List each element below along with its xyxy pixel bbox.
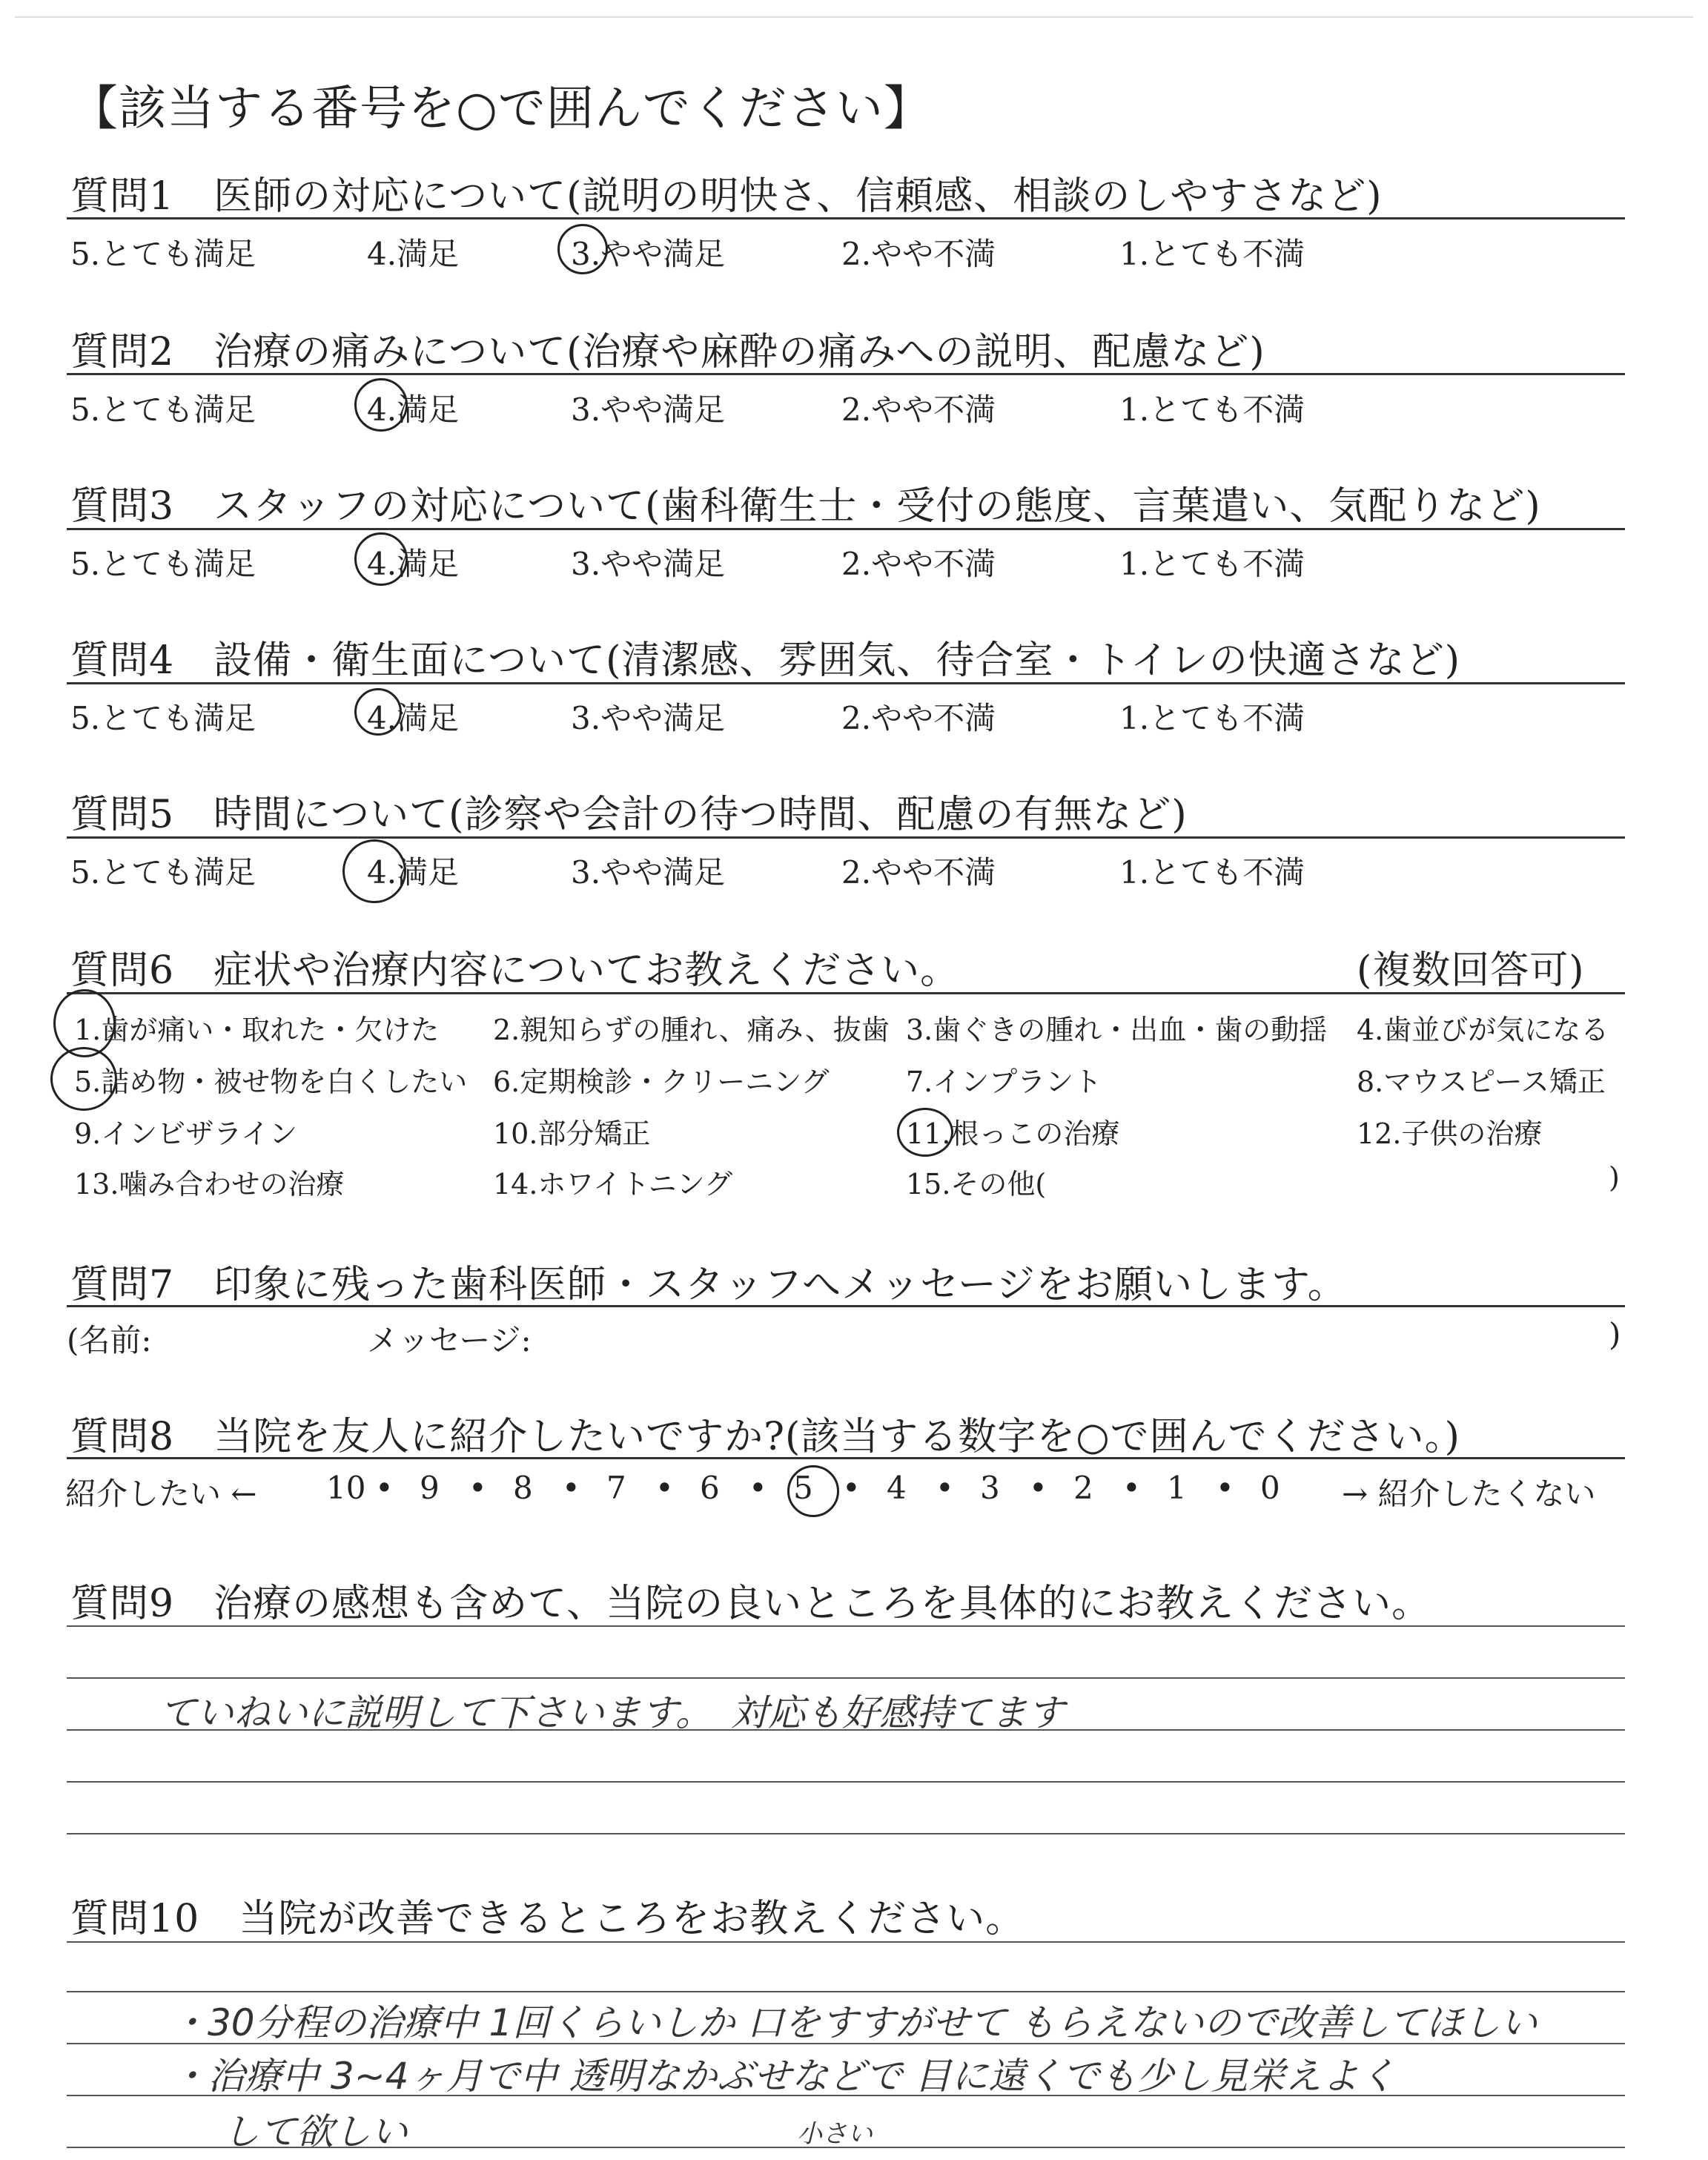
q9-line-2 — [67, 1677, 1625, 1679]
q9-line-4 — [67, 1781, 1625, 1783]
q2-heading — [70, 320, 1265, 376]
q3-opt-1[interactable]: 1.とても不満 — [1119, 546, 1305, 582]
q10-answer-line-2[interactable]: ・治療中 3~4ヶ月で中 透明なかぶせなどで 目に遠くでも少し見栄えよく — [171, 2055, 1397, 2098]
q8-scale-5[interactable]: 5 — [793, 1470, 813, 1506]
q2-opt-3[interactable]: 3.やや満足 — [571, 392, 726, 428]
q1-heading — [70, 165, 1383, 220]
q8-scale-separator: • — [1029, 1470, 1047, 1506]
q8-scale-separator: • — [375, 1470, 394, 1506]
q8-rule — [67, 1457, 1625, 1459]
q6-opt-5[interactable]: 5.詰め物・被せ物を白くしたい — [74, 1066, 468, 1098]
q5-opt-5[interactable]: 5.とても満足 — [70, 854, 256, 891]
q10-answer-line-3[interactable]: して欲しい — [222, 2110, 408, 2153]
q8-left-label: 紹介したい ← — [65, 1476, 257, 1512]
q7-rule — [67, 1305, 1625, 1307]
q6-selected-circle-11 — [897, 1108, 953, 1157]
q10-answer-insert: 小さい — [797, 2119, 873, 2149]
q2-selected-circle — [354, 378, 408, 432]
q10-line-1 — [67, 1941, 1625, 1943]
q1-selected-circle — [557, 224, 608, 274]
q7-message-label[interactable]: メッセージ: — [367, 1322, 532, 1358]
q5-heading — [70, 783, 1188, 839]
q8-scale-separator: • — [749, 1470, 767, 1506]
q6-opt-15[interactable]: 15.その他( — [906, 1168, 1047, 1200]
q1-opt-4[interactable]: 4.満足 — [367, 236, 460, 272]
q8-scale-1[interactable]: 1 — [1167, 1470, 1187, 1506]
q1-rule — [67, 217, 1625, 219]
q8-scale-separator: • — [655, 1470, 674, 1506]
q5-opt-1[interactable]: 1.とても不満 — [1119, 854, 1305, 891]
q8-text: 当院を友人に紹介したいですか?(該当する数字を○で囲んでください。) — [214, 1415, 1460, 1459]
q6-selected-circle-5 — [50, 1047, 117, 1111]
q4-opt-5[interactable]: 5.とても満足 — [70, 700, 256, 736]
q6-opt-6[interactable]: 6.定期検診・クリーニング — [493, 1066, 830, 1098]
q5-rule — [67, 836, 1625, 839]
q8-selected-circle — [787, 1465, 839, 1517]
q9-label: 質問9 — [70, 1582, 175, 1626]
q8-scale-separator: • — [936, 1470, 954, 1506]
q8-scale-separator: • — [562, 1470, 580, 1506]
q1-text: 医師の対応について(説明の明快さ、信頼感、相談のしやすさなど) — [214, 174, 1383, 219]
q6-opt-4[interactable]: 4.歯並びが気になる — [1357, 1014, 1609, 1046]
q1-opt-3[interactable]: 3.やや満足 — [571, 236, 726, 272]
q9-text: 治療の感想も含めて、当院の良いところを具体的にお教えください。 — [214, 1582, 1431, 1626]
q4-opt-2[interactable]: 2.やや不満 — [841, 700, 996, 736]
q1-opt-5[interactable]: 5.とても満足 — [70, 236, 256, 272]
q6-opt-9[interactable]: 9.インビザライン — [74, 1117, 298, 1150]
q4-opt-1[interactable]: 1.とても不満 — [1119, 700, 1305, 736]
q3-opt-3[interactable]: 3.やや満足 — [571, 546, 726, 582]
q5-opt-3[interactable]: 3.やや満足 — [571, 854, 726, 891]
q1-label: 質問1 — [70, 174, 175, 219]
q6-opt-13[interactable]: 13.噛み合わせの治療 — [74, 1168, 345, 1200]
q7-close: ) — [1609, 1316, 1621, 1353]
q5-selected-circle — [342, 839, 406, 903]
q2-label: 質問2 — [70, 330, 175, 374]
q6-opt-8[interactable]: 8.マウスピース矯正 — [1357, 1066, 1606, 1098]
q6-opt-1[interactable]: 1.歯が痛い・取れた・欠けた — [74, 1014, 440, 1046]
q5-label: 質問5 — [70, 793, 175, 837]
q6-opt-3[interactable]: 3.歯ぐきの腫れ・出血・歯の動揺 — [906, 1014, 1328, 1046]
q8-right-label: → 紹介したくない — [1342, 1476, 1596, 1512]
q8-scale-10[interactable]: 10 — [326, 1470, 366, 1506]
scan-edge — [15, 16, 1693, 18]
q2-opt-5[interactable]: 5.とても満足 — [70, 392, 256, 428]
q10-line-2 — [67, 1991, 1625, 1992]
q3-selected-circle — [354, 532, 408, 586]
q3-label: 質問3 — [70, 484, 175, 529]
q6-label: 質問6 — [70, 948, 175, 993]
q7-heading — [70, 1253, 1347, 1309]
q2-text: 治療の痛みについて(治療や麻酔の痛みへの説明、配慮など) — [214, 330, 1265, 374]
q7-label: 質問7 — [70, 1263, 175, 1307]
q3-opt-5[interactable]: 5.とても満足 — [70, 546, 256, 582]
q2-opt-1[interactable]: 1.とても不満 — [1119, 392, 1305, 428]
q1-opt-1[interactable]: 1.とても不満 — [1119, 236, 1305, 272]
q6-opt-2[interactable]: 2.親知らずの腫れ、痛み、抜歯 — [493, 1014, 890, 1046]
q3-text: スタッフの対応について(歯科衛生士・受付の態度、言葉遣い、気配りなど) — [214, 484, 1541, 529]
q8-scale-7[interactable]: 7 — [606, 1470, 626, 1506]
q8-scale-2[interactable]: 2 — [1073, 1470, 1093, 1506]
q6-rule — [67, 992, 1625, 994]
q4-text: 設備・衛生面について(清潔感、雰囲気、待合室・トイレの快適さなど) — [214, 638, 1461, 683]
q6-opt-15-close: ) — [1609, 1161, 1620, 1194]
q8-scale-separator: • — [1122, 1470, 1141, 1506]
q5-opt-4[interactable]: 4.満足 — [367, 854, 460, 891]
q3-heading — [70, 475, 1541, 530]
q1-opt-2[interactable]: 2.やや不満 — [841, 236, 996, 272]
q4-selected-circle — [354, 688, 402, 736]
q5-text: 時間について(診察や会計の待つ時間、配慮の有無など) — [214, 793, 1188, 837]
q9-line-5 — [67, 1833, 1625, 1834]
q8-scale-3[interactable]: 3 — [980, 1470, 1000, 1506]
q4-heading — [70, 629, 1460, 684]
q9-line-1 — [67, 1625, 1625, 1627]
q8-scale-8[interactable]: 8 — [513, 1470, 533, 1506]
q6-opt-11[interactable]: 11.根っこの治療 — [906, 1117, 1120, 1150]
q6-opt-14[interactable]: 14.ホワイトニング — [493, 1168, 733, 1200]
q6-opt-10[interactable]: 10.部分矯正 — [493, 1117, 651, 1150]
q5-opt-2[interactable]: 2.やや不満 — [841, 854, 996, 891]
q8-scale-4[interactable]: 4 — [887, 1470, 907, 1506]
q10-label: 質問10 — [70, 1897, 200, 1941]
q4-label: 質問4 — [70, 638, 175, 683]
q6-heading — [70, 939, 959, 994]
q6-note: (複数回答可) — [1357, 948, 1585, 993]
q3-opt-4[interactable]: 4.満足 — [367, 546, 460, 582]
q3-opt-2[interactable]: 2.やや不満 — [841, 546, 996, 582]
q8-scale-separator: • — [469, 1470, 487, 1506]
q8-heading — [70, 1405, 1460, 1461]
q8-scale-separator: • — [1216, 1470, 1234, 1506]
q4-opt-3[interactable]: 3.やや満足 — [571, 700, 726, 736]
q8-label: 質問8 — [70, 1415, 175, 1459]
q6-opt-12[interactable]: 12.子供の治療 — [1357, 1117, 1543, 1150]
q10-text: 当院が改善できるところをお教えください。 — [239, 1897, 1025, 1941]
q8-scale-9[interactable]: 9 — [420, 1470, 440, 1506]
q4-opt-4[interactable]: 4.満足 — [367, 700, 460, 736]
q7-text: 印象に残った歯科医師・スタッフへメッセージをお願いします。 — [214, 1263, 1347, 1307]
q3-rule — [67, 528, 1625, 530]
q2-opt-4[interactable]: 4.満足 — [367, 392, 460, 428]
q8-scale-6[interactable]: 6 — [700, 1470, 720, 1506]
q9-answer[interactable]: ていねいに説明して下さいます。 対応も好感持てます — [159, 1691, 1065, 1734]
q7-name-label[interactable]: (名前: — [67, 1322, 152, 1358]
q2-rule — [67, 373, 1625, 375]
q10-answer-line-1[interactable]: ・30分程の治療中 1回くらいしか 口をすすがせて もらえないので改善してほしい — [171, 2001, 1537, 2044]
q9-heading — [70, 1572, 1431, 1628]
q10-heading — [70, 1887, 1025, 1943]
q2-opt-2[interactable]: 2.やや不満 — [841, 392, 996, 428]
page-title: 【該当する番号を○で囲んでください】 — [70, 82, 932, 136]
q8-scale-separator: • — [842, 1470, 861, 1506]
q4-rule — [67, 682, 1625, 684]
q6-text: 症状や治療内容についてお教えください。 — [214, 948, 960, 993]
q6-opt-7[interactable]: 7.インプラント — [906, 1066, 1102, 1098]
q8-scale-0[interactable]: 0 — [1260, 1470, 1280, 1506]
